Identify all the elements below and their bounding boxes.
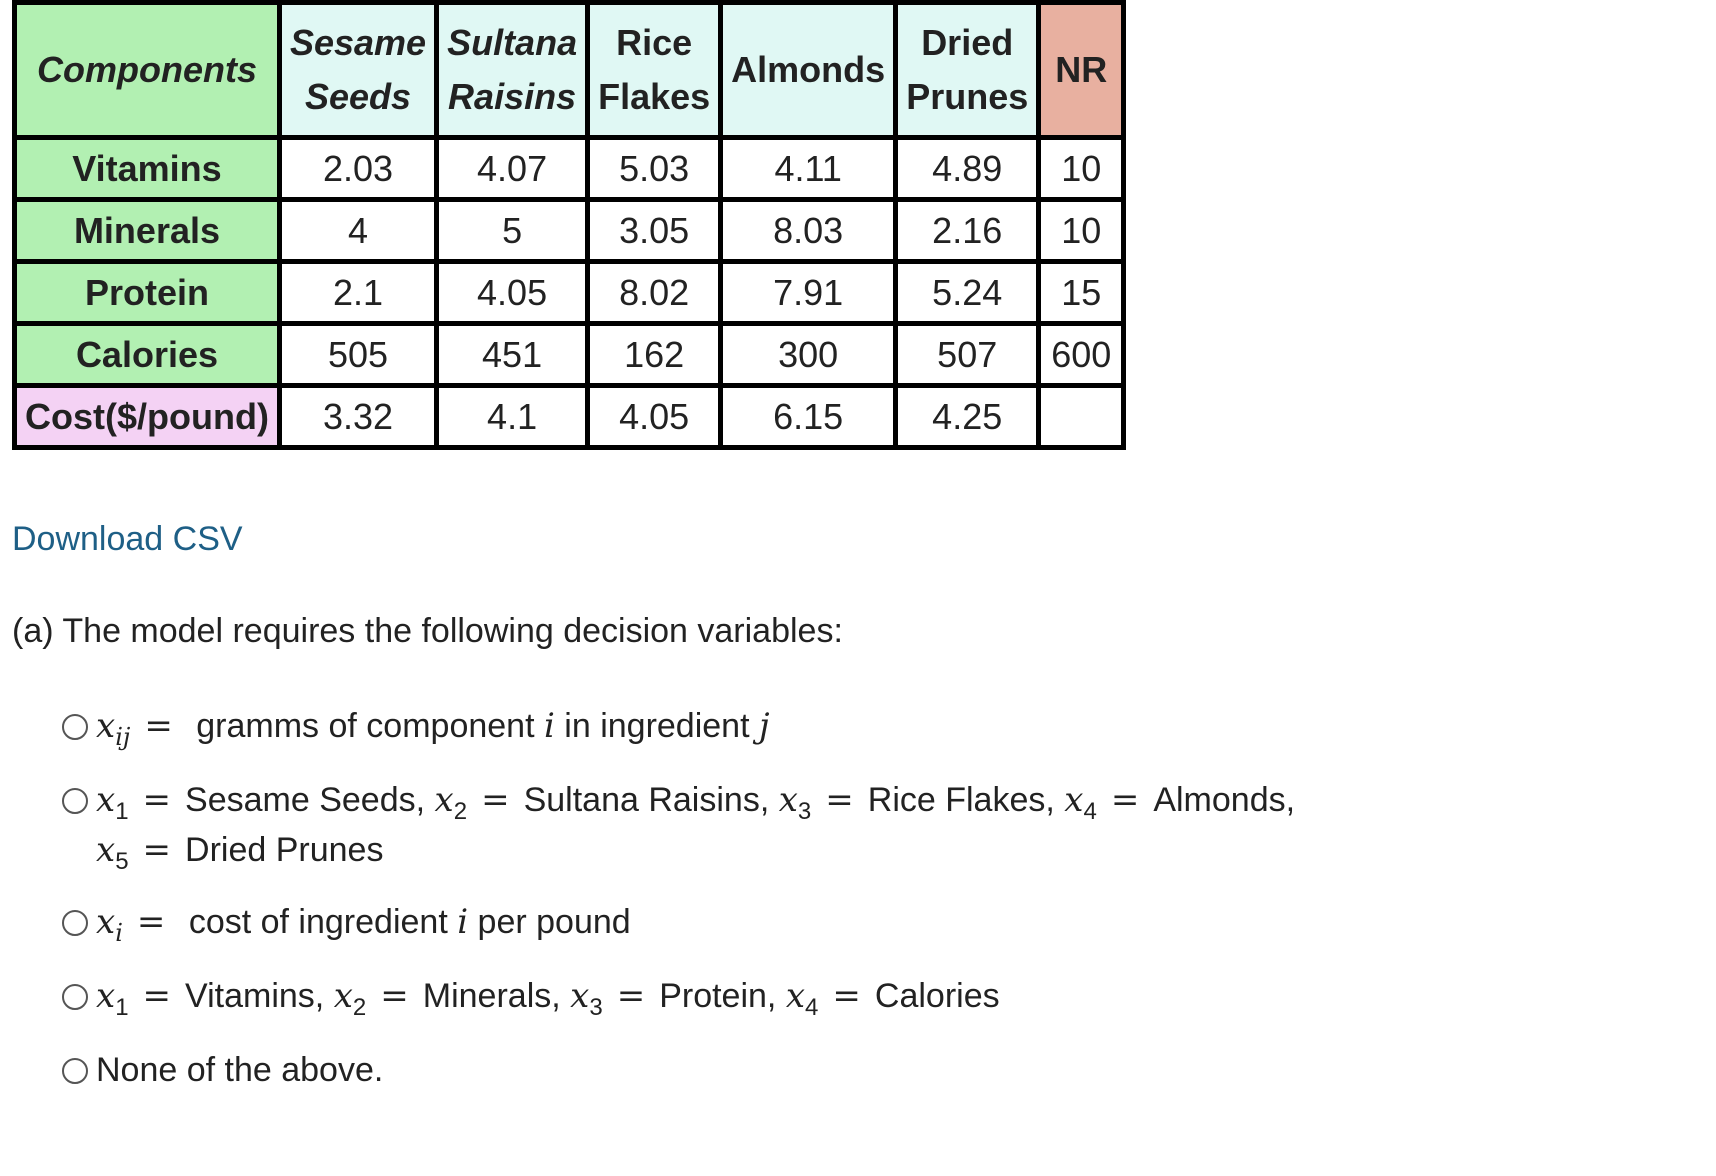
- table-cell: 15: [1039, 262, 1124, 324]
- table-cell: 2.1: [279, 262, 436, 324]
- header-components: Components: [15, 3, 280, 138]
- table-cell: 600: [1039, 324, 1124, 386]
- row-label-vitamins: Vitamins: [15, 138, 280, 200]
- table-cell: 4.89: [896, 138, 1039, 200]
- radio-button[interactable]: [62, 984, 88, 1010]
- header-sesame-seeds: Sesame Seeds: [279, 3, 436, 138]
- table-cell: 3.05: [588, 200, 721, 262]
- radio-button[interactable]: [62, 1058, 88, 1084]
- table-cell: 4.07: [437, 138, 588, 200]
- header-sultana-raisins: Sultana Raisins: [437, 3, 588, 138]
- table-cell: 7.91: [721, 262, 896, 324]
- table-cell: 2.03: [279, 138, 436, 200]
- download-csv-link[interactable]: Download CSV: [12, 520, 243, 558]
- table-cell: 3.32: [279, 386, 436, 448]
- table-cell: 4.25: [896, 386, 1039, 448]
- option-1-label: $x_{ij}$ = gramms of component i in ingredient j: [96, 706, 770, 751]
- table-cell: 10: [1039, 138, 1124, 200]
- row-label-protein: Protein: [15, 262, 280, 324]
- table-row: [15, 324, 1124, 386]
- table-row: [15, 138, 1124, 200]
- table-cell: 8.03: [721, 200, 896, 262]
- table-cell: 10: [1039, 200, 1124, 262]
- row-label-calories: Calories: [15, 324, 280, 386]
- table-cell: 505: [279, 324, 436, 386]
- table-cell: 2.16: [896, 200, 1039, 262]
- table-cell: 4.11: [721, 138, 896, 200]
- nutrition-table: [12, 0, 1126, 450]
- option-3-label: $x_i = \cos t$ of ingredient i per pound: [96, 902, 631, 947]
- table-row: [15, 262, 1124, 324]
- table-cell: 5: [437, 200, 588, 262]
- option-5-label: None of the above.: [96, 1051, 384, 1089]
- table-cell: 4.05: [437, 262, 588, 324]
- table-cell: 4.05: [588, 386, 721, 448]
- table-cell: 162: [588, 324, 721, 386]
- header-dried-prunes: Dried Prunes: [896, 3, 1039, 138]
- table-cell: 507: [896, 324, 1039, 386]
- option-4-label: $x_1$ = Vitamins, $x_2$ = Minerals, $x_3$ = Protein, $x_4$ = Calories: [96, 976, 1000, 1021]
- table-row: [15, 200, 1124, 262]
- table-cell: [1039, 386, 1124, 448]
- table-cell: 451: [437, 324, 588, 386]
- header-nr: NR: [1039, 3, 1124, 138]
- radio-button[interactable]: [62, 910, 88, 936]
- header-almonds: Almonds: [721, 3, 896, 138]
- radio-button[interactable]: [62, 714, 88, 740]
- table-row: [15, 386, 1124, 448]
- table-cell: 4: [279, 200, 436, 262]
- table-cell: 300: [721, 324, 896, 386]
- table-header-row: [15, 3, 1124, 138]
- option-2-label-line1: $x_1$ = Sesame Seeds, $x_2 = Sultana$ Raisins, $x_3$ = Rice Flakes, $x_4$ = Almonds,: [96, 780, 1296, 825]
- table-cell: 8.02: [588, 262, 721, 324]
- radio-button[interactable]: [62, 788, 88, 814]
- row-label-cost: Cost($/pound): [15, 386, 280, 448]
- table-cell: 4.1: [437, 386, 588, 448]
- table-cell: 5.24: [896, 262, 1039, 324]
- question-text: (a) The model requires the following decision variables:: [12, 612, 843, 650]
- row-label-minerals: Minerals: [15, 200, 280, 262]
- table-cell: 6.15: [721, 386, 896, 448]
- header-rice-flakes: Rice Flakes: [588, 3, 721, 138]
- option-2-label-line2: $x_5$ = Dried Prunes: [96, 830, 384, 875]
- table-cell: 5.03: [588, 138, 721, 200]
